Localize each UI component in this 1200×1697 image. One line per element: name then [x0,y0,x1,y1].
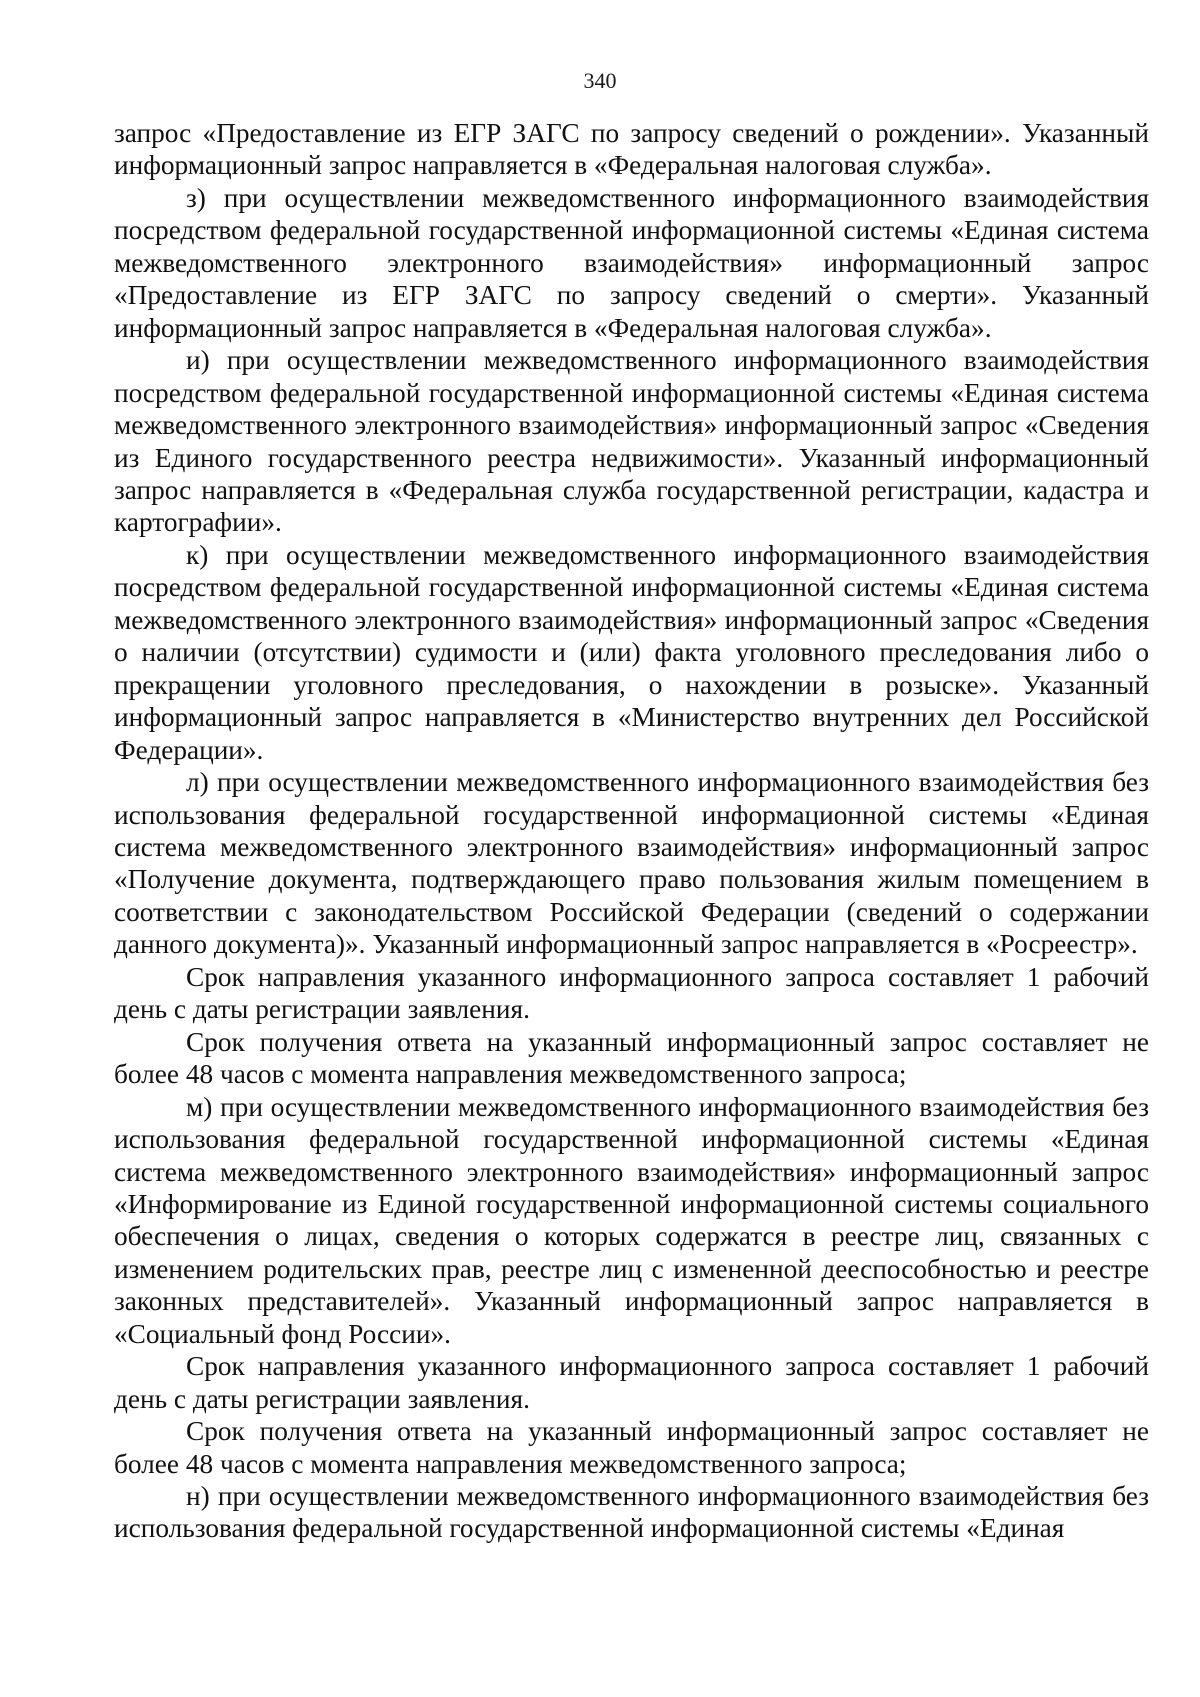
paragraph-deadline-response: Срок получения ответа на указанный информационный запрос составляет не более 48 часов с момента направления межведомственного запроса; [114,1026,1149,1090]
paragraph-item-l: л) при осуществлении межведомственного информационного взаимодействия без использования федеральной государственной информационной системы «Единая система межведомственного электронного взаимодействия» информационный запрос «Получение документа, подтверждающего право пользования жилым помещением в соответствии с законодательством Российской Федерации (сведений о содержании данного документа)». Указанный информационный запрос направляется в «Росреестр». [114,767,1149,960]
document-body [114,117,1149,1545]
paragraph-deadline-response: Срок получения ответа на указанный информационный запрос составляет не более 48 часов с момента направления межведомственного запроса; [114,1416,1149,1479]
paragraph-item-z: з) при осуществлении межведомственного информационного взаимодействия посредством федеральной государственной информационной системы «Единая система межведомственного электронного взаимодействия» информационный запрос «Предоставление из ЕГР ЗАГС по запросу сведений о смерти». Указанный информационный запрос направляется в «Федеральная налоговая служба». [114,182,1149,343]
paragraph-deadline-send: Срок направления указанного информационного запроса составляет 1 рабочий день с даты регистрации заявления. [114,1351,1149,1414]
paragraph-item-n: н) при осуществлении межведомственного информационного взаимодействия без использования федеральной государственной информационной системы «Единая [114,1481,1149,1544]
paragraph-item-m: м) при осуществлении межведомственного информационного взаимодействия без использования федеральной государственной информационной системы «Единая система межведомственного электронного взаимодействия» информационный запрос «Информирование из Единой государственной информационной системы социального обеспечения о лицах, сведения о которых содержатся в реестре лиц, связанных с изменением родительских прав, реестре лиц с измененной дееспособностью и реестре законных представителей». Указанный информационный запрос направляется в «Социальный фонд России». [114,1091,1149,1349]
paragraph-deadline-send: Срок направления указанного информационного запроса составляет 1 рабочий день с даты регистрации заявления. [114,961,1149,1025]
paragraph-item-i: и) при осуществлении межведомственного информационного взаимодействия посредством федеральной государственной информационной системы «Единая система межведомственного электронного взаимодействия» информационный запрос «Сведения из Единого государственного реестра недвижимости». Указанный информационный запрос направляется в «Федеральная служба государственной регистрации, кадастра и картографии». [114,345,1149,538]
paragraph-item-k: к) при осуществлении межведомственного информационного взаимодействия посредством федеральной государственной информационной системы «Единая система межведомственного электронного взаимодействия» информационный запрос «Сведения о наличии (отсутствии) судимости и (или) факта уголовного преследования либо о прекращении уголовного преследования, о нахождении в розыске». Указанный информационный запрос направляется в «Министерство внутренних дел Российской Федерации». [114,539,1149,765]
page-number: 340 [583,68,617,93]
paragraph-continued: запрос «Предоставление из ЕГР ЗАГС по запросу сведений о рождении». Указанный информационный запрос направляется в «Федеральная налоговая служба». [114,118,1149,181]
